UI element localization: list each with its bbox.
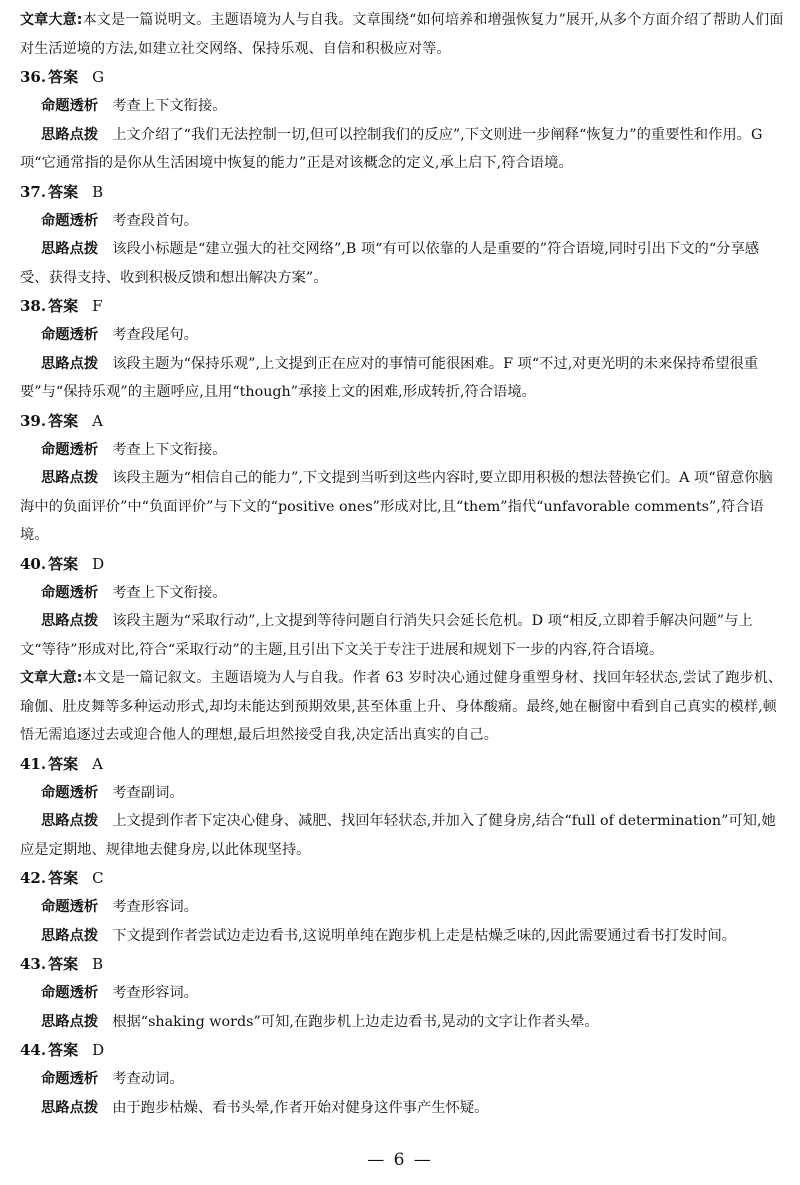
answer-label: 答案 bbox=[48, 1041, 79, 1059]
question-40-hint bbox=[20, 607, 786, 664]
hint-text: 该段主题为“保持乐观”,上文提到正在应对的事情可能很困难。F 项“不过,对更光明的未来保持希望很重要”与“保持乐观”的主题呼应,且用“though”承接上文的困难,形成转折,符合语境。 bbox=[20, 355, 759, 400]
hint-text: 由于跑步枯燥、看书头晕,作者开始对健身这件事产生怀疑。 bbox=[112, 1099, 489, 1116]
summary-label: 文章大意: bbox=[20, 12, 83, 28]
summary-label: 文章大意: bbox=[20, 670, 83, 686]
hint-text: 该段主题为“采取行动”,上文提到等待问题自行消失只会延长危机。D 项“相反,立即着手解决问题”与上文“等待”形成对比,符合“采取行动”的主题,且引出下文关于专注于进展和规划下一步的内容,符合语境。 bbox=[20, 613, 753, 658]
question-42-answer bbox=[20, 864, 786, 893]
hint-label: 思路点拨 bbox=[41, 927, 99, 944]
analysis-label: 命题透析 bbox=[41, 899, 99, 915]
hint-label: 思路点拨 bbox=[41, 613, 99, 629]
hint-text: 该段小标题是“建立强大的社交网络”,B 项“有可以依靠的人是重要的”符合语境,同时引出下文的“分享感受、获得支持、收到积极反馈和想出解决方案”。 bbox=[20, 241, 760, 286]
answer-label: 答案 bbox=[48, 182, 79, 201]
answer-label: 答案 bbox=[48, 754, 79, 773]
analysis-text: 考查动词。 bbox=[112, 1071, 184, 1087]
question-number: 37. bbox=[20, 182, 47, 201]
analysis-label: 命题透析 bbox=[41, 985, 99, 1001]
question-44-analysis bbox=[20, 1065, 786, 1094]
hint-text: 上文提到作者下定决心健身、减肥、找回年轻状态,并加入了健身房,结合“full of determination”可知,她应是定期地、规律地去健身房,以此体现坚持。 bbox=[20, 813, 776, 858]
analysis-label: 命题透析 bbox=[41, 327, 99, 343]
question-38-answer bbox=[20, 292, 786, 321]
question-44-answer bbox=[20, 1036, 786, 1065]
question-43-hint bbox=[20, 1008, 786, 1037]
question-42-analysis bbox=[20, 893, 786, 922]
answer-choice: B bbox=[92, 955, 104, 973]
hint-label: 思路点拨 bbox=[41, 126, 99, 143]
hint-label: 思路点拨 bbox=[41, 241, 99, 257]
hint-text: 该段主题为“相信自己的能力”,下文提到当听到这些内容时,要立即用积极的想法替换它们。A 项“留意你脑海中的负面评价”中“负面评价”与下文的“positive ones”形成对比,且“them”指代“unfavorable comments”,符合语境。 bbox=[20, 470, 773, 543]
answer-choice: D bbox=[92, 1041, 105, 1059]
analysis-text: 考查形容词。 bbox=[112, 899, 198, 915]
question-number: 43. bbox=[20, 955, 47, 973]
answer-choice: A bbox=[92, 411, 103, 430]
question-number: 39. bbox=[20, 411, 47, 430]
analysis-label: 命题透析 bbox=[41, 784, 99, 801]
question-41-hint bbox=[20, 807, 786, 864]
passage-summary-1 bbox=[20, 6, 786, 63]
answer-label: 答案 bbox=[48, 68, 79, 86]
answer-key-page bbox=[20, 6, 786, 1122]
answer-label: 答案 bbox=[48, 955, 79, 973]
question-37-hint bbox=[20, 235, 786, 292]
question-40-analysis bbox=[20, 579, 786, 608]
question-39-answer bbox=[20, 407, 786, 436]
question-39-analysis bbox=[20, 436, 786, 465]
question-number: 42. bbox=[20, 869, 47, 887]
answer-choice: B bbox=[92, 182, 104, 201]
answer-choice: G bbox=[92, 68, 105, 86]
hint-label: 思路点拨 bbox=[41, 355, 99, 372]
page-number: — 6 — bbox=[367, 1150, 433, 1170]
question-number: 44. bbox=[20, 1041, 47, 1059]
question-44-hint bbox=[20, 1094, 786, 1123]
summary-text: 本文是一篇说明文。主题语境为人与自我。文章围绕“如何培养和增强恢复力”展开,从多个方面介绍了帮助人们面对生活逆境的方法,如建立社交网络、保持乐观、自信和积极应对等。 bbox=[20, 12, 784, 57]
summary-text: 本文是一篇记叙文。主题语境为人与自我。作者 63 岁时决心通过健身重塑身材、找回年轻状态,尝试了跑步机、瑜伽、肚皮舞等多种运动形式,却均未能达到预期效果,甚至体重上升、身体酸痛。最终,她在橱窗中看到自己真实的模样,顿悟无需追逐过去或迎合他人的理想,最后坦然接受自我,决定活出真实的自己。 bbox=[20, 670, 783, 743]
analysis-label: 命题透析 bbox=[41, 98, 99, 114]
analysis-text: 考查段首句。 bbox=[112, 212, 198, 229]
question-37-answer bbox=[20, 178, 786, 207]
answer-label: 答案 bbox=[48, 869, 79, 887]
analysis-label: 命题透析 bbox=[41, 212, 99, 229]
question-number: 40. bbox=[20, 554, 47, 573]
hint-text: 根据“shaking words”可知,在跑步机上边走边看书,晃动的文字让作者头晕。 bbox=[112, 1013, 599, 1030]
question-41-answer bbox=[20, 750, 786, 779]
analysis-label: 命题透析 bbox=[41, 584, 99, 601]
question-number: 41. bbox=[20, 754, 47, 773]
answer-label: 答案 bbox=[48, 554, 79, 573]
analysis-text: 考查段尾句。 bbox=[112, 327, 198, 343]
question-36-hint bbox=[20, 121, 786, 178]
question-42-hint bbox=[20, 922, 786, 951]
answer-choice: A bbox=[92, 754, 103, 773]
question-39-hint bbox=[20, 464, 786, 550]
answer-choice: C bbox=[92, 869, 104, 887]
analysis-text: 考查副词。 bbox=[112, 784, 184, 801]
analysis-text: 考查上下文衔接。 bbox=[112, 98, 227, 114]
hint-text: 下文提到作者尝试边走边看书,这说明单纯在跑步机上走是枯燥乏味的,因此需要通过看书打发时间。 bbox=[112, 927, 737, 944]
hint-label: 思路点拨 bbox=[41, 470, 99, 486]
hint-label: 思路点拨 bbox=[41, 1013, 99, 1030]
question-43-analysis bbox=[20, 979, 786, 1008]
analysis-label: 命题透析 bbox=[41, 441, 99, 458]
hint-label: 思路点拨 bbox=[41, 813, 99, 829]
question-38-analysis bbox=[20, 321, 786, 350]
analysis-label: 命题透析 bbox=[41, 1071, 99, 1087]
question-37-analysis bbox=[20, 207, 786, 236]
question-43-answer bbox=[20, 950, 786, 979]
analysis-text: 考查上下文衔接。 bbox=[112, 584, 227, 601]
question-41-analysis bbox=[20, 779, 786, 808]
passage-summary-2 bbox=[20, 664, 786, 750]
analysis-text: 考查上下文衔接。 bbox=[112, 441, 227, 458]
question-38-hint bbox=[20, 350, 786, 407]
hint-label: 思路点拨 bbox=[41, 1099, 99, 1116]
analysis-text: 考查形容词。 bbox=[112, 985, 198, 1001]
answer-choice: F bbox=[92, 297, 103, 315]
hint-text: 上文介绍了“我们无法控制一切,但可以控制我们的反应”,下文则进一步阐释“恢复力”的重要性和作用。G 项“它通常指的是你从生活困境中恢复的能力”正是对该概念的定义,承上启下,符合语境。 bbox=[20, 126, 763, 171]
answer-label: 答案 bbox=[48, 411, 79, 430]
answer-choice: D bbox=[92, 554, 105, 573]
answer-label: 答案 bbox=[48, 297, 79, 315]
question-number: 38. bbox=[20, 297, 47, 315]
question-36-analysis bbox=[20, 92, 786, 121]
question-number: 36. bbox=[20, 68, 47, 86]
question-36-answer bbox=[20, 63, 786, 92]
question-40-answer bbox=[20, 550, 786, 579]
